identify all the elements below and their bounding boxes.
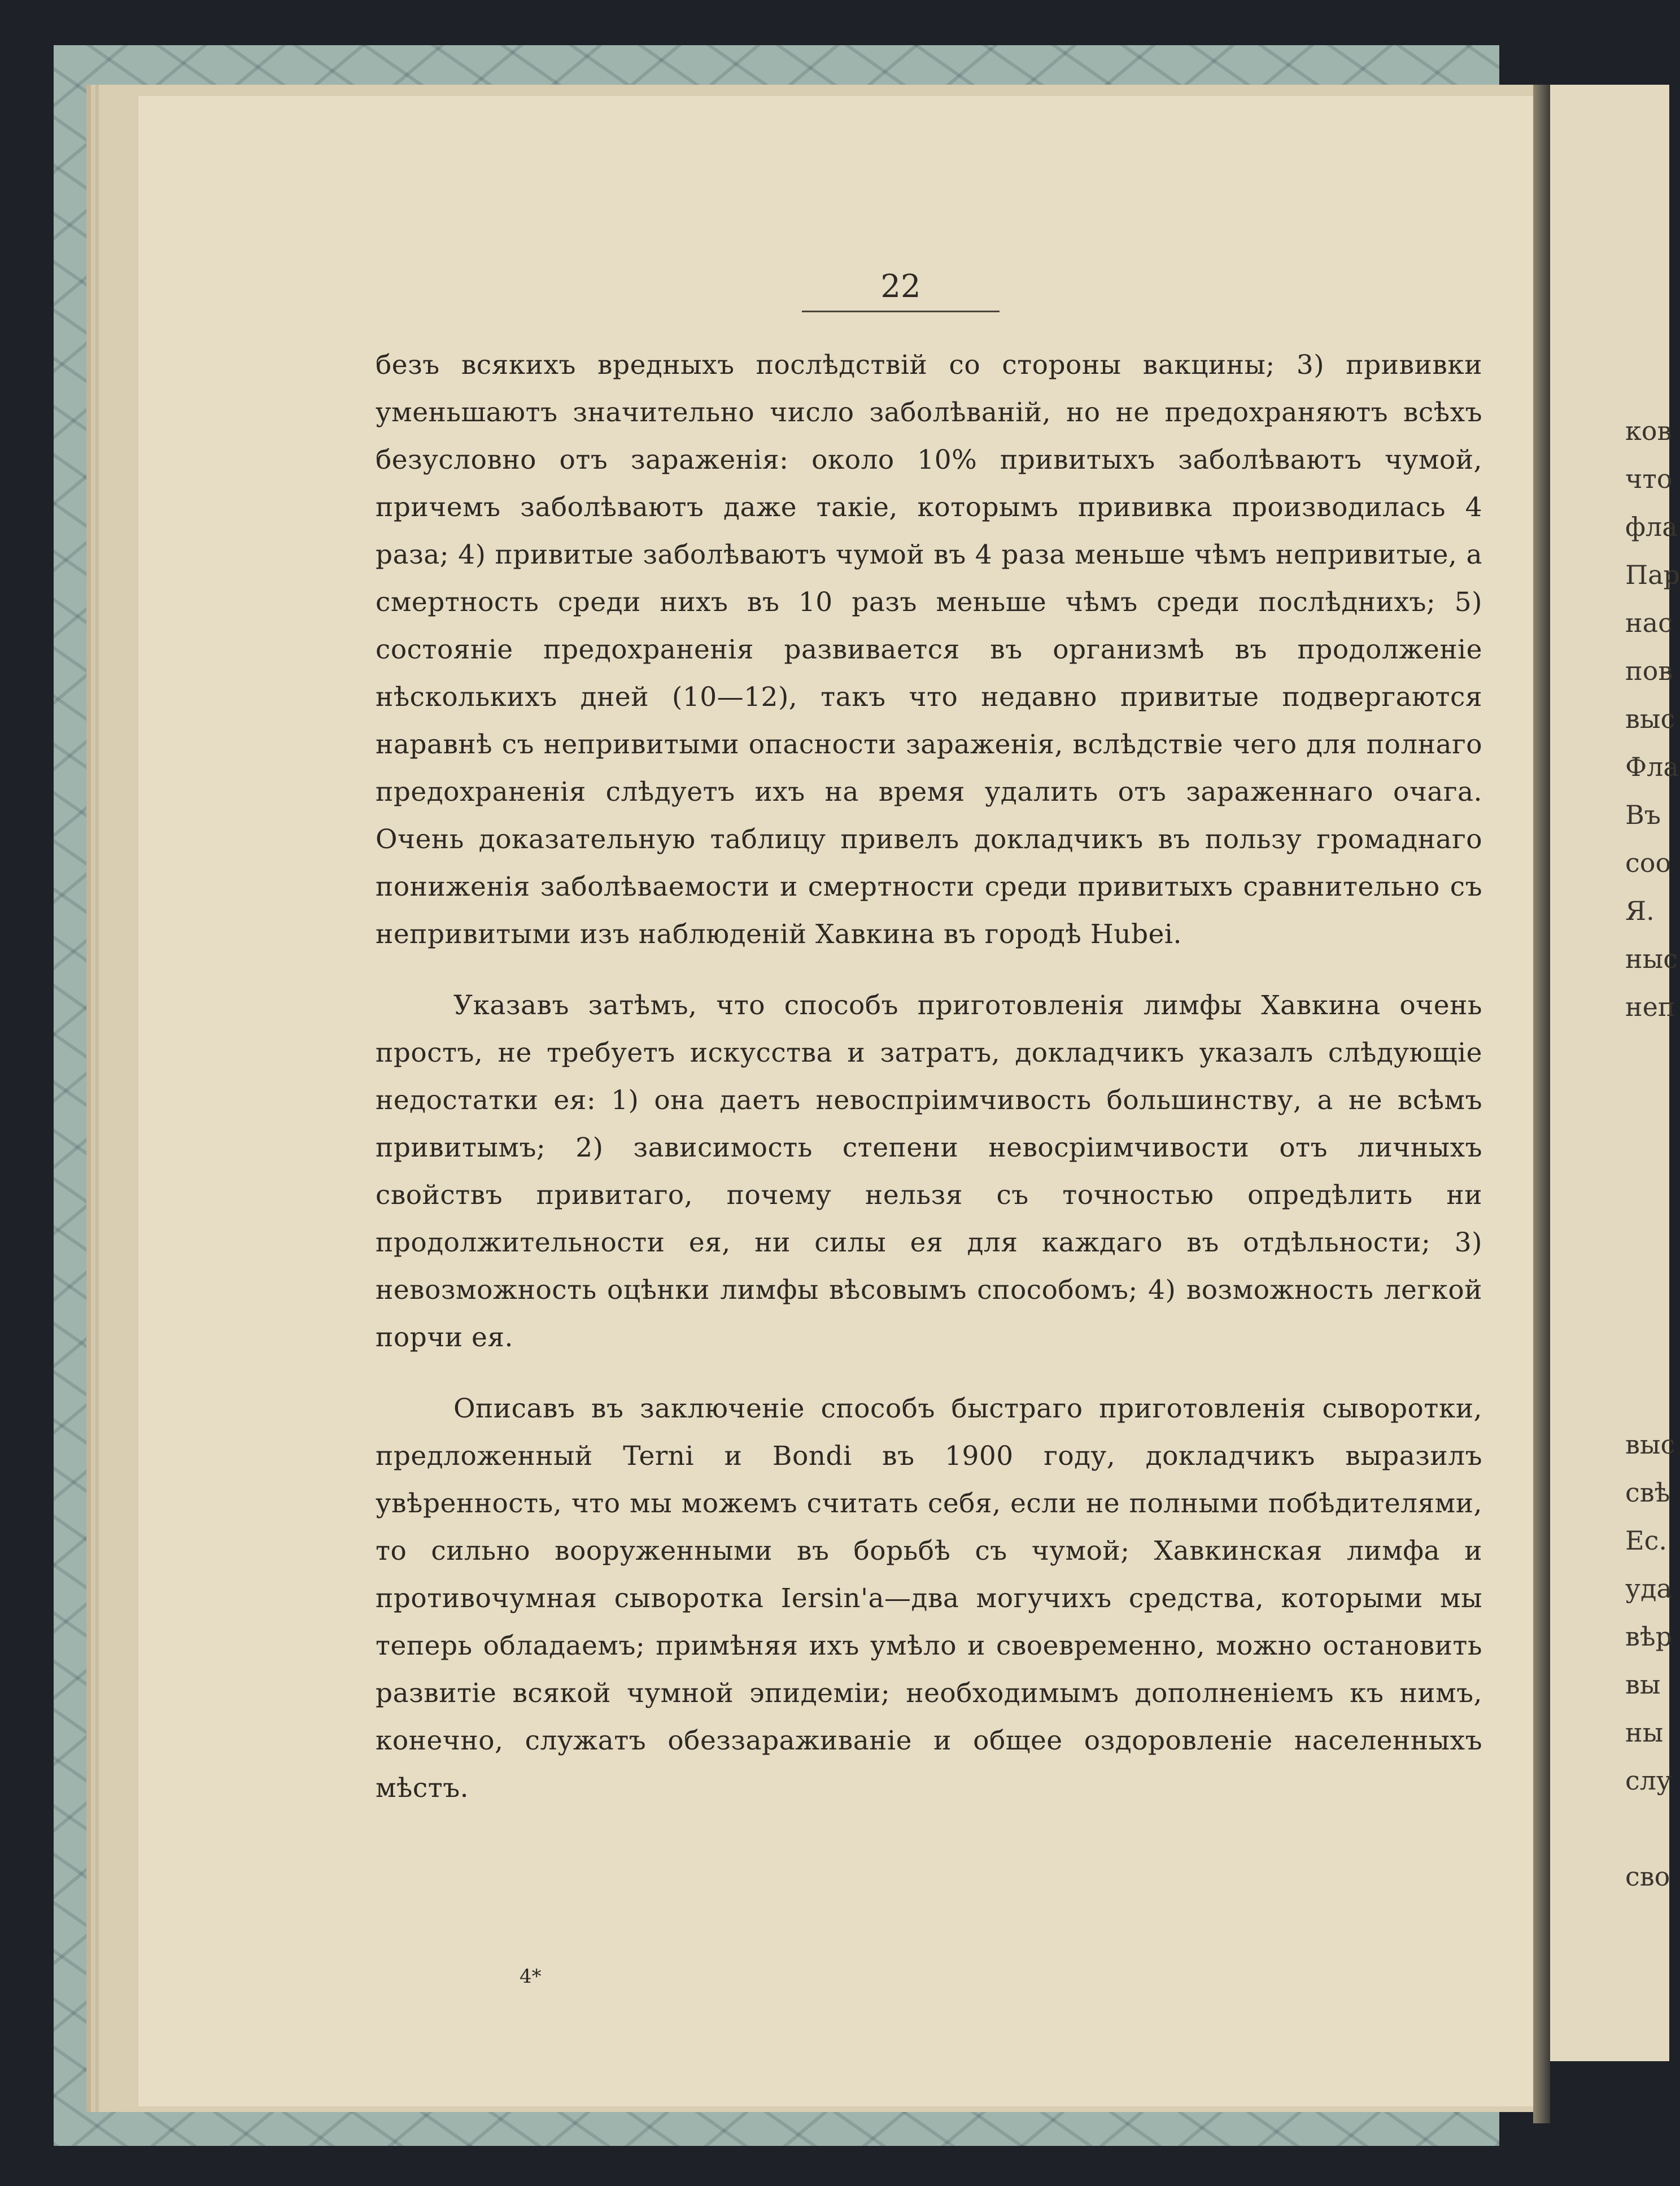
facing-page-fragment: вы bbox=[1625, 1669, 1661, 1700]
paragraph-3: Описавъ въ заключеніе способъ быстраго приготовленія сыворотки, предложенный Terni и Bondi въ 1900 году, докладчикъ выразилъ увѣренность, что мы можемъ считать себя, если не полными побѣдителями, то сильно вооруженными въ борьбѣ съ чумой; Хавкинская лимфа и противочумная сыворотка Iersin'a—два могучихъ средства, которыми мы теперь обладаемъ; примѣняя ихъ умѣло и своевременно, можно остановить развитіе всякой чумной эпидеміи; необходимымъ дополненіемъ къ нимъ, конечно, служатъ обеззараживаніе и общее оздоровленіе населенныхъ мѣстъ. bbox=[376, 1393, 1482, 1804]
facing-page-fragment: соо bbox=[1625, 848, 1672, 878]
facing-page-fragment: что bbox=[1625, 464, 1673, 494]
facing-page-fragment: ныс bbox=[1625, 944, 1678, 974]
facing-page-fragment: слу bbox=[1625, 1765, 1672, 1796]
facing-page-fragment: ны bbox=[1625, 1717, 1664, 1748]
facing-page-fragment: пов bbox=[1625, 656, 1673, 686]
facing-page-fragment: сво bbox=[1625, 1861, 1670, 1892]
facing-page-fragment: ков bbox=[1625, 416, 1672, 446]
page-number: 22 bbox=[880, 268, 921, 305]
facing-page-fragment: Въ bbox=[1625, 800, 1661, 830]
facing-page-fragment: Ес. bbox=[1625, 1525, 1667, 1556]
facing-page-fragment: выс bbox=[1625, 704, 1675, 734]
facing-page-fragment: вѣр bbox=[1625, 1621, 1673, 1652]
facing-page-edge bbox=[1550, 85, 1672, 2061]
facing-page-fragment: выс bbox=[1625, 1429, 1675, 1460]
paragraph-2: Указавъ затѣмъ, что способъ приготовленія лимфы Хавкина очень простъ, не требуетъ искусства и затратъ, докладчикъ указалъ слѣдующіе недостатки ея: 1) она даетъ невоспріимчивость большинству, а не всѣмъ привитымъ; 2) зависимость степени невосріимчивости отъ личныхъ свойствъ привитаго, почему нельзя съ точностью опредѣлить ни продолжительности ея, ни силы ея для каждаго въ отдѣльности; 3) невозможность оцѣнки лимфы вѣсовымъ способомъ; 4) возможность легкой порчи ея. bbox=[376, 990, 1482, 1353]
book-gutter bbox=[1533, 85, 1550, 2123]
facing-page-fragment: Я. bbox=[1625, 896, 1655, 926]
paragraph-1: безъ всякихъ вредныхъ послѣдствій со стороны вакцины; 3) прививки уменьшаютъ значительно число заболѣваній, но не предохраняютъ всѣхъ безусловно отъ зараженія: около 10% привитыхъ заболѣваютъ чумой, причемъ заболѣваютъ даже такіе, которымъ прививка производилась 4 раза; 4) привитые заболѣваютъ чумой въ 4 раза меньше чѣмъ непривитые, а смертность среди нихъ въ 10 разъ меньше чѣмъ среди послѣднихъ; 5) состояніе предохраненія развивается въ организмѣ въ продолженіе нѣсколькихъ дней (10—12), такъ что недавно привитые подвергаются наравнѣ съ непривитыми опасности зараженія, вслѣдствіе чего для полнаго предохраненія слѣдуетъ ихъ на время удалить отъ зараженнаго очага. Очень доказательную таблицу привелъ докладчикъ въ пользу громаднаго пониженія заболѣваемости и смертности среди привитыхъ сравнительно съ непривитыми изъ наблюденій Хавкина въ городѣ Hubei. bbox=[376, 350, 1482, 950]
page-number-rule bbox=[802, 311, 1000, 312]
signature-mark: 4* bbox=[520, 1965, 542, 1988]
facing-page-fragment: фла bbox=[1625, 512, 1678, 542]
page-body bbox=[376, 342, 1482, 1812]
facing-page-fragment: Фла bbox=[1625, 752, 1679, 782]
facing-page-fragment: неп bbox=[1625, 992, 1675, 1022]
facing-page-fragment: свѣ bbox=[1625, 1477, 1670, 1508]
facing-page-fragment: уда bbox=[1625, 1573, 1672, 1604]
facing-page-fragment: Пар bbox=[1625, 560, 1680, 590]
facing-page-fragment: нас bbox=[1625, 608, 1673, 638]
